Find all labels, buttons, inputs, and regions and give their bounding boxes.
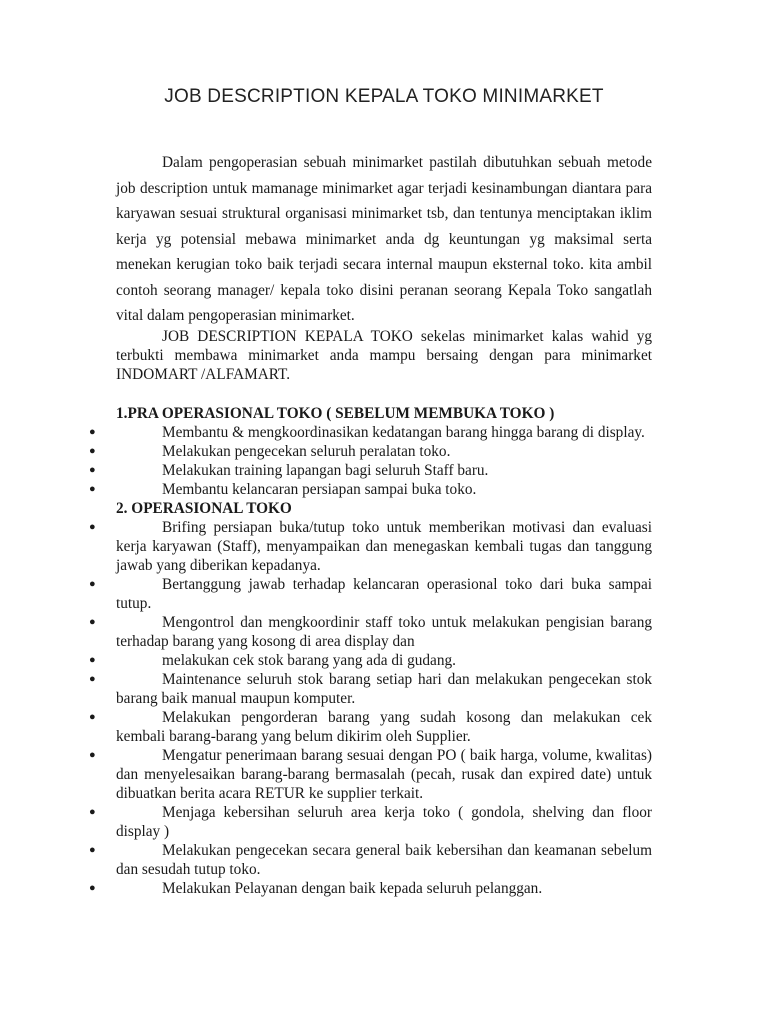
bullet-icon: ● [89, 426, 96, 438]
section-list [89, 423, 652, 499]
list-item: ● Melakukan training lapangan bagi seluruh Staff baru. [89, 462, 489, 479]
bullet-icon: ● [89, 521, 96, 533]
section-list [89, 518, 652, 898]
bullet-icon: ● [89, 616, 96, 628]
list-item: ● Mengatur penerimaan barang sesuai dengan PO ( baik harga, volume, kwalitas) dan menyelesaikan barang-barang bermasalah (pecah, rusak dan expired date) untuk dibuatkan berita acara RETUR ke supplier terkait. [89, 747, 652, 802]
list-item: ● Mengontrol dan mengkoordinir staff toko untuk melakukan pengisian barang terhadap barang yang kosong di area display dan [89, 614, 652, 650]
section-heading: 1.PRA OPERASIONAL TOKO ( SEBELUM MEMBUKA TOKO ) [116, 405, 555, 422]
list-item: ● Menjaga kebersihan seluruh area kerja toko ( gondola, shelving dan floor display ) [89, 804, 652, 840]
bullet-icon: ● [89, 673, 96, 685]
list-item: ● Brifing persiapan buka/tutup toko untuk memberikan motivasi dan evaluasi kerja karyawan (Staff), menyampaikan dan menegaskan kembali tugas dan tanggung jawab yang diberikan kepadanya. [89, 519, 652, 574]
section-operasional [89, 499, 652, 898]
job-description-paragraph: JOB DESCRIPTION KEPALA TOKO sekelas minimarket kalas wahid yg terbukti membawa minimarket anda mampu bersaing dengan para minimarket INDOMART /ALFAMART. [116, 328, 652, 383]
intro-paragraph: Dalam pengoperasian sebuah minimarket pastilah dibutuhkan sebuah metode job description untuk mamanage minimarket agar terjadi kesinambungan diantara para karyawan sesuai struktural organisasi minimarket tsb, dan tentunya menciptakan iklim kerja yg potensial mebawa minimarket anda dg keuntungan yg maksimal serta menekan kerugian toko baik terjadi secara internal maupun eksternal toko. kita ambil contoh seorang manager/ kepala toko disini peranan seorang Kepala Toko sangatlah vital dalam pengoperasian minimarket. [116, 154, 652, 324]
list-item: ● Bertanggung jawab terhadap kelancaran operasional toko dari buka sampai tutup. [89, 576, 652, 612]
list-item: ● Membantu kelancaran persiapan sampai buka toko. [89, 481, 477, 498]
list-item: ● Melakukan Pelayanan dengan baik kepada seluruh pelanggan. [89, 880, 543, 897]
section-pra-operasional [89, 404, 652, 499]
list-item: ● Melakukan pengecekan seluruh peralatan toko. [89, 443, 451, 460]
list-item: ● Melakukan pengorderan barang yang sudah kosong dan melakukan cek kembali barang-barang yang belum dikirim oleh Supplier. [89, 709, 652, 745]
list-item: ● Membantu & mengkoordinasikan kedatangan barang hingga barang di display. [89, 424, 645, 441]
bullet-icon: ● [89, 483, 96, 495]
bullet-icon: ● [89, 844, 96, 856]
list-item: ● Melakukan pengecekan secara general baik kebersihan dan keamanan sebelum dan sesudah tutup toko. [89, 842, 652, 878]
document-title: JOB DESCRIPTION KEPALA TOKO MINIMARKET [164, 86, 604, 107]
bullet-icon: ● [89, 464, 96, 476]
bullet-icon: ● [89, 749, 96, 761]
section-heading: 2. OPERASIONAL TOKO [116, 500, 292, 517]
bullet-icon: ● [89, 445, 96, 457]
list-item: ● Maintenance seluruh stok barang setiap hari dan melakukan pengecekan stok barang baik manual maupun komputer. [89, 671, 652, 707]
bullet-icon: ● [89, 882, 96, 894]
list-item: ● melakukan cek stok barang yang ada di gudang. [89, 652, 456, 669]
bullet-icon: ● [89, 711, 96, 723]
bullet-icon: ● [89, 806, 96, 818]
bullet-icon: ● [89, 578, 96, 590]
bullet-icon: ● [89, 654, 96, 666]
